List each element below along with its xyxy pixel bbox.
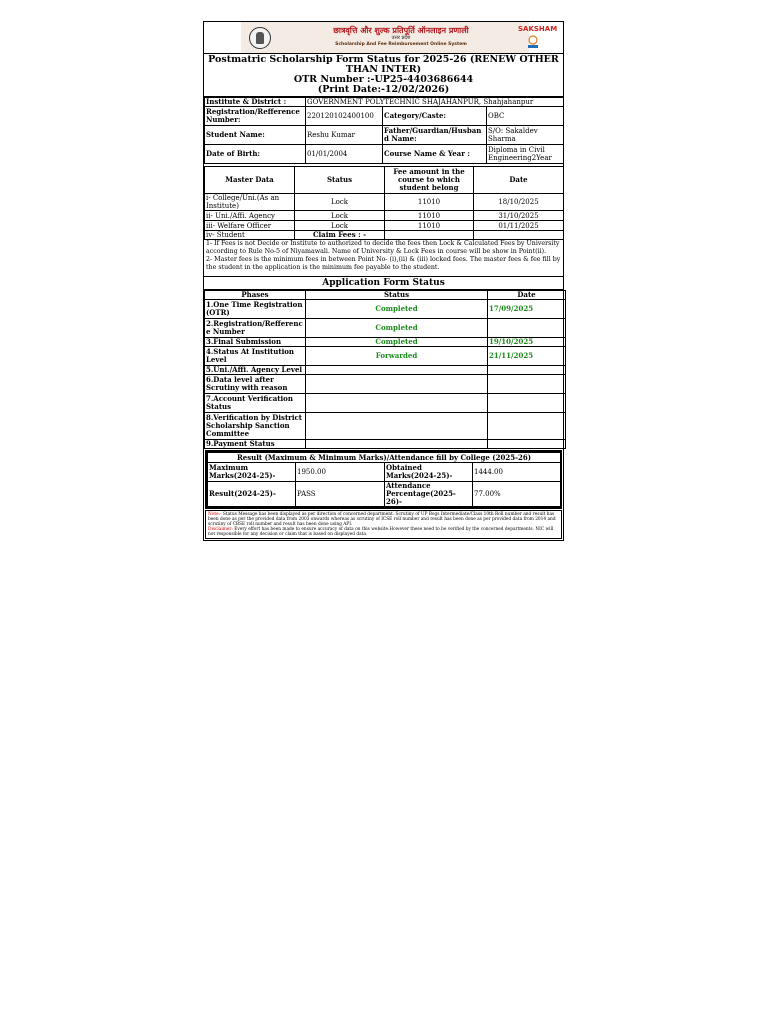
banner-strip xyxy=(241,22,558,53)
otr-number: OTR Number :-UP25-4403686644 xyxy=(293,74,474,85)
father-value: S/O: Sakaldev Sharma xyxy=(487,126,564,145)
course-label: Course Name & Year : xyxy=(383,145,487,164)
phase-date: 19/10/2025 xyxy=(488,338,566,347)
master-row-date: 31/10/2025 xyxy=(474,211,564,221)
table-row xyxy=(205,413,566,440)
max-marks-label: Maximum Marks(2024-25)- xyxy=(208,463,296,482)
phase-date xyxy=(488,375,566,394)
table-row xyxy=(205,394,566,413)
phase-name: 5.Uni./Affi. Agency Level xyxy=(205,366,306,375)
category-label: Category/Caste: xyxy=(383,107,487,126)
result-value: PASS xyxy=(296,482,385,507)
student-details-table xyxy=(204,97,564,164)
master-data-table xyxy=(204,166,564,240)
phase-name: 6.Data level after Scrutiny with reason xyxy=(205,375,306,394)
claim-fees-date xyxy=(474,231,564,240)
portal-banner xyxy=(204,22,563,54)
form-title-block xyxy=(204,54,563,97)
status-document xyxy=(203,21,564,541)
master-row-status: Lock xyxy=(295,194,385,211)
attendance-label: Attendance Percentage(2025-26)- xyxy=(385,482,473,507)
phase-status xyxy=(306,366,488,375)
phase-date xyxy=(488,319,566,338)
table-row xyxy=(205,366,566,375)
disclaimer-text: Every effort has been made to ensure accuracy of data on this website.However these need to be verified by the concerned departments. NIC will not responsible for any decision or claim that is based on displayed data. xyxy=(208,527,554,537)
fee-note-1: 1- If Fees is not Decide or Institute to authorized to decide the fees then Lock & Calculated Fees by University according to Rule No-5 of Niyamawali. Name of University & Lock Fees in course will be show in Point(ii). xyxy=(206,240,560,255)
phase-status: Forwarded xyxy=(306,347,488,366)
up-emblem-icon xyxy=(249,27,271,49)
reg-value: 220120102400100 xyxy=(306,107,383,126)
date-header: Date xyxy=(488,291,566,300)
institute-label: Institute & District : xyxy=(205,98,306,107)
note-text: Status Message has been displayed as per direction of concerned department. Scrutiny of UP Bogs Intermediate/Class 10th Roll number and result has been done as per the provided data from 2003 onwards whereas as scrutiny of ICSE roll number and result has been done as per provided data from 2014 and scrutiny of CBSE roll number and result has been done using API. xyxy=(208,512,556,527)
phase-header: Phases xyxy=(205,291,306,300)
course-value: Diploma in Civil Engineering2Year xyxy=(487,145,564,164)
application-status-heading: Application Form Status xyxy=(204,277,563,290)
saksham-logo-icon xyxy=(525,35,541,49)
claim-fees-value xyxy=(385,231,474,240)
phase-status xyxy=(306,440,488,449)
phase-name: 7.Account Verification Status xyxy=(205,394,306,413)
master-row-fee: 11010 xyxy=(385,194,474,211)
phase-name: 2.Registration/Refference Number xyxy=(205,319,306,338)
table-row xyxy=(205,319,566,338)
phase-status: Completed xyxy=(306,338,488,347)
fee-notes xyxy=(204,240,563,277)
table-row xyxy=(205,440,566,449)
result-label: Result(2024-25)- xyxy=(208,482,296,507)
phase-name: 4.Status At Institution Level xyxy=(205,347,306,366)
master-header-status: Status xyxy=(295,167,385,194)
master-header-date: Date xyxy=(474,167,564,194)
phase-name: 8.Verification by District Scholarship Sanction Committee xyxy=(205,413,306,440)
status-header: Status xyxy=(306,291,488,300)
master-row xyxy=(205,221,564,231)
master-row-date: 18/10/2025 xyxy=(474,194,564,211)
result-section xyxy=(205,450,562,509)
application-status-table xyxy=(204,290,566,449)
master-header-data: Master Data xyxy=(205,167,295,194)
banner-state: उत्तर प्रदेश xyxy=(391,35,411,41)
phase-date xyxy=(488,413,566,440)
master-row-fee: 11010 xyxy=(385,221,474,231)
phase-name: 3.Final Submission xyxy=(205,338,306,347)
claim-fees-label: Claim Fees : - xyxy=(295,231,385,240)
student-row-label: iv- Student xyxy=(205,231,295,240)
table-row xyxy=(205,338,566,347)
result-table xyxy=(207,452,561,507)
phase-status: Completed xyxy=(306,300,488,319)
phase-date xyxy=(488,440,566,449)
institute-value: GOVERNMENT POLYTECHNIC SHAJAHANPUR, Shahjahanpur xyxy=(306,98,564,107)
print-date: (Print Date:-12/02/2026) xyxy=(317,84,450,95)
note-tag: Note:- xyxy=(208,512,222,517)
page-title: Postmatric Scholarship Form Status for 2025-26 (RENEW OTHER THAN INTER) xyxy=(208,54,559,75)
master-row xyxy=(205,194,564,211)
max-marks-value: 1950.00 xyxy=(296,463,385,482)
master-row-name: ii- Uni./Affi. Agency xyxy=(205,211,295,221)
master-row-name: iii- Welfare Officer xyxy=(205,221,295,231)
phase-status xyxy=(306,394,488,413)
master-row-status: Lock xyxy=(295,221,385,231)
master-row-fee: 11010 xyxy=(385,211,474,221)
attendance-value: 77.00% xyxy=(473,482,561,507)
dob-value: 01/01/2004 xyxy=(306,145,383,164)
master-header-fee: Fee amount in the course to which student belong xyxy=(385,167,474,194)
student-name-label: Student Name: xyxy=(205,126,306,145)
master-row xyxy=(205,211,564,221)
phase-name: 9.Payment Status xyxy=(205,440,306,449)
phase-name: 1.One Time Registration (OTR) xyxy=(205,300,306,319)
table-row xyxy=(205,300,566,319)
saksham-logo-text: SAKSHAM xyxy=(518,25,558,33)
phase-status xyxy=(306,375,488,394)
phase-date xyxy=(488,394,566,413)
phase-date xyxy=(488,366,566,375)
dob-label: Date of Birth: xyxy=(205,145,306,164)
fee-note-2: 2- Master fees is the minimum fees in between Point No- (i),(ii) & (iii) locked fees. The master fees & fee fill by the student in the application is the minimum fee payable to the student. xyxy=(206,256,561,271)
banner-hindi-title: छात्रवृत्ति और शुल्क प्रतिपूर्ति ऑनलाइन प्रणाली xyxy=(333,26,469,35)
phase-date: 17/09/2025 xyxy=(488,300,566,319)
phase-status: Completed xyxy=(306,319,488,338)
table-row xyxy=(205,347,566,366)
disclaimer-block xyxy=(205,510,562,539)
master-row-date: 01/11/2025 xyxy=(474,221,564,231)
category-value: OBC xyxy=(487,107,564,126)
obtained-marks-label: Obtained Marks(2024-25)- xyxy=(385,463,473,482)
obtained-marks-value: 1444.00 xyxy=(473,463,561,482)
phase-date: 21/11/2025 xyxy=(488,347,566,366)
disclaimer-tag: Disclaimer: xyxy=(208,527,233,532)
master-row-status: Lock xyxy=(295,211,385,221)
table-row xyxy=(205,375,566,394)
result-heading: Result (Maximum & Minimum Marks)/Attendance fill by College (2025-26) xyxy=(208,453,561,463)
father-label: Father/Guardian/Husband Name: xyxy=(383,126,487,145)
master-row-name: i- College/Uni.(As an Institute) xyxy=(205,194,295,211)
reg-label: Registration/Refference Number: xyxy=(205,107,306,126)
phase-status xyxy=(306,413,488,440)
banner-subtitle: Scholarship And Fee Reimbursement Online System xyxy=(335,42,467,47)
student-name-value: Reshu Kumar xyxy=(306,126,383,145)
